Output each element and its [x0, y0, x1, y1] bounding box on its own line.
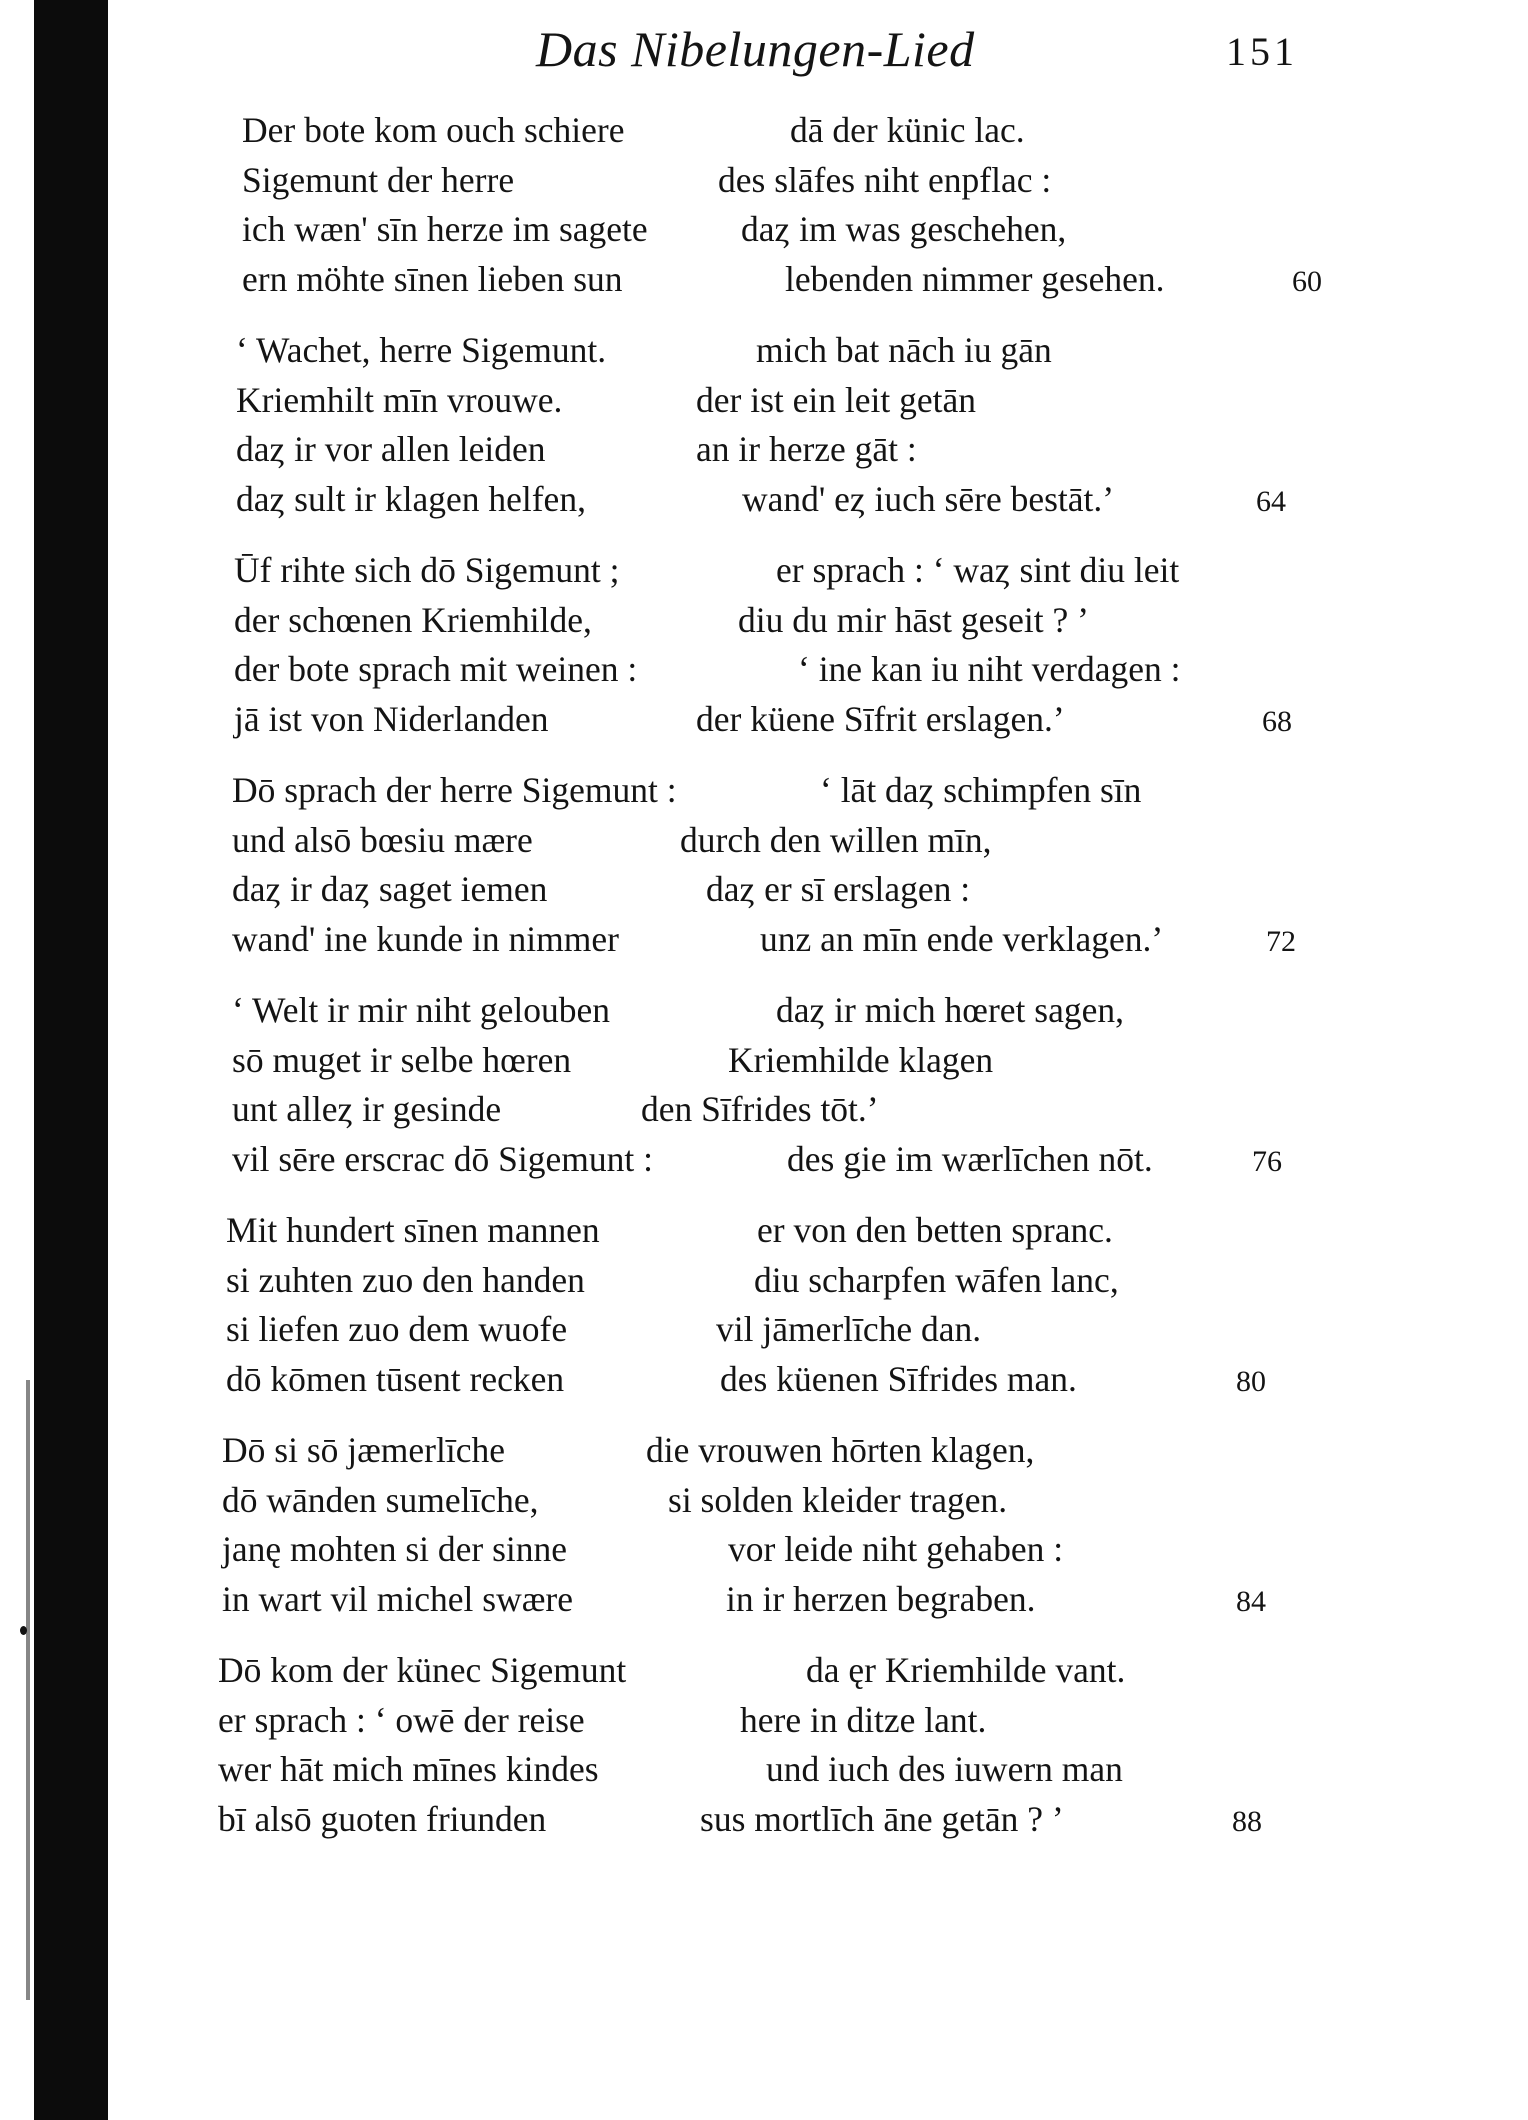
second-half-line: here in ditze lant. [740, 1699, 987, 1740]
second-half-line: daȥ er sī erslagen : [706, 869, 971, 909]
first-half-line: daȥ ir daȥ saget iemen [232, 869, 548, 909]
line-number: 68 [1262, 704, 1292, 738]
poem-body [0, 106, 1528, 1866]
second-half-line: an ir herze gāt : [696, 429, 917, 469]
verse-line [0, 1426, 1528, 1476]
first-half-line: ‘ Welt ir mir niht gelouben [232, 990, 611, 1030]
second-half-line: des gie im wærlīchen nōt. [787, 1138, 1153, 1179]
second-half-line: ‘ lāt daȥ schimpfen sīn [820, 770, 1142, 810]
second-half-line: durch den willen mīn, [680, 819, 992, 860]
page-number: 151 [1226, 29, 1298, 74]
second-half-line: in ir herzen begraben. [726, 1578, 1036, 1619]
stanza [0, 326, 1528, 526]
second-half-line: die vrouwen hōrten klagen, [646, 1430, 1035, 1470]
first-half-line: sō muget ir selbe hœren [232, 1039, 572, 1080]
verse-line [0, 1525, 1528, 1575]
verse-line [0, 1476, 1528, 1526]
stanza [0, 986, 1528, 1186]
second-half-line: der ist ein leit getān [696, 379, 976, 420]
first-half-line: daȥ sult ir klagen helfen, [236, 478, 586, 519]
first-half-line: Der bote kom ouch schiere [242, 110, 625, 150]
first-half-line: unt alleȥ ir gesinde [232, 1089, 502, 1129]
first-half-line: Dō sprach der herre Sigemunt : [232, 770, 677, 810]
second-half-line: er von den betten spranc. [757, 1210, 1113, 1250]
first-half-line: Dō si sō jæmerlīche [222, 1430, 505, 1470]
second-half-line: mich bat nāch iu gān [756, 330, 1052, 370]
second-half-line: dā der künic lac. [790, 110, 1025, 150]
second-half-line: und iuch des iuwern man [766, 1749, 1123, 1789]
running-title: Das Nibelungen-Lied [536, 21, 975, 77]
first-half-line: Mit hundert sīnen mannen [226, 1210, 600, 1250]
verse-line [0, 1085, 1528, 1135]
first-half-line: dō wānden sumelīche, [222, 1479, 539, 1520]
second-half-line: der küene Sīfrit erslagen.’ [696, 698, 1065, 739]
verse-line [0, 915, 1528, 965]
second-half-line: daȥ ir mich hœret sagen, [776, 990, 1124, 1030]
verse-line [0, 986, 1528, 1036]
verse-line [0, 1135, 1528, 1185]
first-half-line: Dō kom der künec Sigemunt [218, 1650, 627, 1690]
verse-line [0, 255, 1528, 305]
verse-line [0, 156, 1528, 206]
second-half-line: daȥ im was geschehen, [741, 209, 1067, 249]
verse-line [0, 865, 1528, 915]
verse-line [0, 1256, 1528, 1306]
stanza [0, 766, 1528, 966]
first-half-line: wer hāt mich mīnes kindes [218, 1749, 599, 1789]
verse-line [0, 766, 1528, 816]
stanza [0, 1426, 1528, 1626]
verse-line [0, 596, 1528, 646]
verse-line [0, 425, 1528, 475]
second-half-line: Kriemhilde klagen [728, 1039, 994, 1080]
first-half-line: der schœnen Kriemhilde, [234, 599, 592, 640]
verse-line [0, 546, 1528, 596]
verse-line [0, 326, 1528, 376]
verse-line [0, 645, 1528, 695]
second-half-line: unz an mīn ende verklagen.’ [760, 918, 1164, 959]
verse-line [0, 205, 1528, 255]
verse-line [0, 1745, 1528, 1795]
second-half-line: des küenen Sīfrides man. [720, 1358, 1077, 1399]
first-half-line: Ūf rihte sich dō Sigemunt ; [234, 550, 620, 590]
verse-line [0, 1305, 1528, 1355]
first-half-line: dō kōmen tūsent recken [226, 1358, 565, 1399]
verse-line [0, 1355, 1528, 1405]
first-half-line: Sigemunt der herre [242, 159, 515, 200]
first-half-line: ich wæn' sīn herze im sagete [242, 209, 648, 249]
verse-line [0, 1036, 1528, 1086]
verse-line [0, 1696, 1528, 1746]
second-half-line: ‘ ine kan iu niht verdagen : [798, 649, 1181, 689]
verse-line [0, 1575, 1528, 1625]
verse-line [0, 376, 1528, 426]
stanza [0, 546, 1528, 746]
first-half-line: daȥ ir vor allen leiden [236, 429, 546, 469]
first-half-line: in wart vil michel swære [222, 1578, 573, 1619]
first-half-line: wand' ine kunde in nimmer [232, 918, 619, 959]
second-half-line: den Sīfrides tōt.’ [641, 1089, 879, 1129]
line-number: 60 [1292, 264, 1322, 298]
second-half-line: vil jāmerlīche dan. [716, 1309, 982, 1349]
stanza [0, 1206, 1528, 1406]
line-number: 80 [1236, 1364, 1266, 1398]
first-half-line: Kriemhilt mīn vrouwe. [236, 379, 563, 420]
first-half-line: jā ist von Niderlanden [234, 698, 549, 739]
first-half-line: ern möhte sīnen lieben sun [242, 258, 623, 299]
second-half-line: sus mortlīch āne getān ? ’ [700, 1798, 1064, 1839]
verse-line [0, 1206, 1528, 1256]
first-half-line: ‘ Wachet, herre Sigemunt. [236, 330, 607, 370]
line-number: 64 [1256, 484, 1286, 518]
line-number: 72 [1266, 924, 1296, 958]
second-half-line: wand' eȥ iuch sēre bestāt.’ [742, 478, 1115, 519]
first-half-line: janę mohten si der sinne [222, 1529, 568, 1569]
first-half-line: er sprach : ‘ owē der reise [218, 1699, 585, 1740]
verse-line [0, 1646, 1528, 1696]
verse-line [0, 106, 1528, 156]
first-half-line: und alsō bœsiu mære [232, 819, 533, 860]
first-half-line: bī alsō guoten friunden [218, 1798, 547, 1839]
second-half-line: vor leide niht gehaben : [728, 1529, 1064, 1569]
second-half-line: si solden kleider tragen. [668, 1479, 1008, 1520]
first-half-line: si liefen zuo dem wuofe [226, 1309, 568, 1349]
first-half-line: si zuhten zuo den handen [226, 1259, 585, 1300]
second-half-line: lebenden nimmer gesehen. [785, 258, 1165, 299]
verse-line [0, 1795, 1528, 1845]
verse-line [0, 816, 1528, 866]
second-half-line: des slāfes niht enpflac : [718, 159, 1052, 200]
second-half-line: diu du mir hāst geseit ? ’ [738, 599, 1089, 640]
stanza [0, 1646, 1528, 1846]
verse-line [0, 695, 1528, 745]
second-half-line: da ęr Kriemhilde vant. [806, 1650, 1126, 1690]
second-half-line: diu scharpfen wāfen lanc, [754, 1259, 1119, 1300]
first-half-line: vil sēre erscrac dō Sigemunt : [232, 1138, 653, 1179]
second-half-line: er sprach : ‘ waȥ sint diu leit [776, 550, 1180, 590]
line-number: 88 [1232, 1804, 1262, 1838]
line-number: 76 [1252, 1144, 1282, 1178]
page-header [0, 12, 1528, 92]
first-half-line: der bote sprach mit weinen : [234, 649, 638, 689]
stanza [0, 106, 1528, 306]
verse-line [0, 475, 1528, 525]
line-number: 84 [1236, 1584, 1266, 1618]
